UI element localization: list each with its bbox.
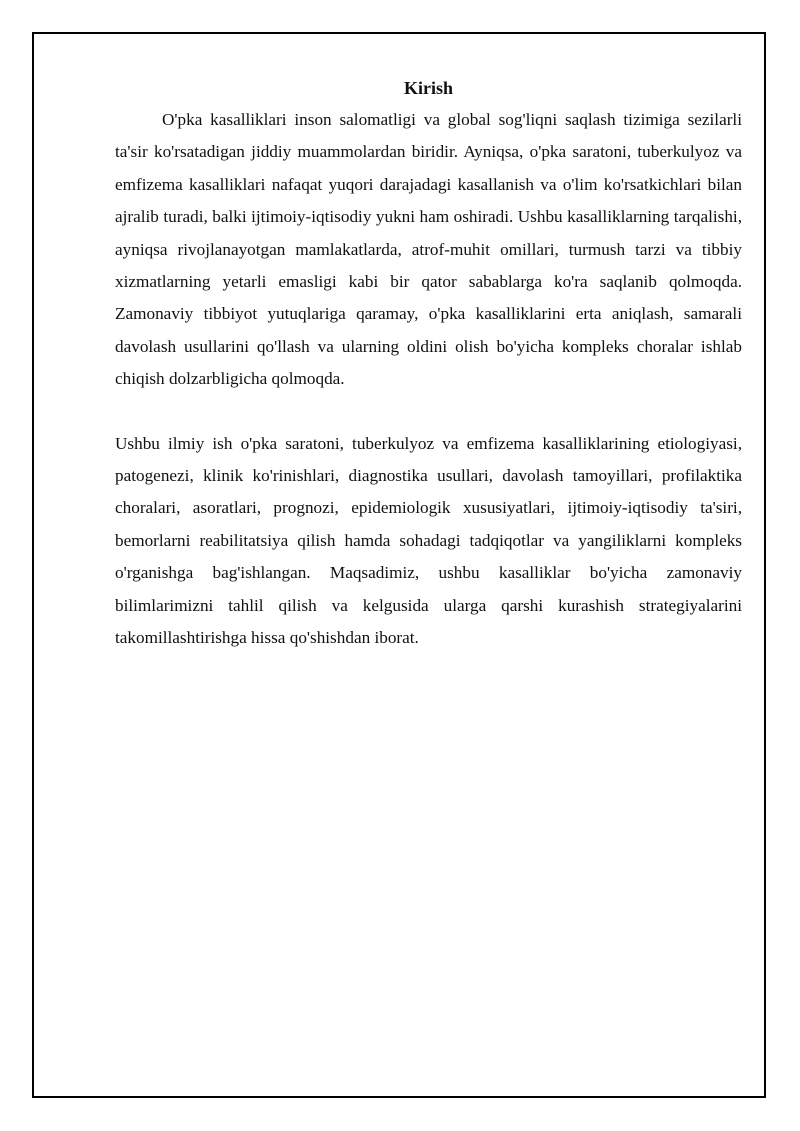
paragraph-spacer — [115, 396, 742, 428]
document-body — [115, 72, 742, 655]
intro-paragraph-2: Ushbu ilmiy ish o'pka saratoni, tuberkulyoz va emfizema kasalliklarining etiologiyasi, patogenezi, klinik ko'rinishlari, diagnostika usullari, davolash tamoyillari, profilaktika choralari, asoratlari, prognozi, epidemiologik xususiyatlari, ijtimoiy-iqtisodiy ta'siri, bemorlarni reabilitatsiya qilish hamda sohadagi tadqiqotlar va yangiliklarni kompleks o'rganishga bag'ishlangan. Maqsadimiz, ushbu kasalliklar bo'yicha zamonaviy bilimlarimizni tahlil qilish va kelgusida ularga qarshi kurashish strategiyalarini takomillashtirishga hissa qo'shishdan iborat. — [115, 433, 742, 648]
document-title: Kirish — [403, 78, 453, 98]
intro-paragraph-1: O'pka kasalliklari inson salomatligi va global sog'liqni saqlash tizimiga sezilarli ta'sir ko'rsatadigan jiddiy muammolardan biridir. Ayniqsa, o'pka saratoni, tuberkulyoz va emfizema kasalliklari nafaqat yuqori darajadagi kasallanish va o'lim ko'rsatkichlari bilan ajralib turadi, balki ijtimoiy-iqtisodiy yukni ham oshiradi. Ushbu kasalliklarning tarqalishi, ayniqsa rivojlanayotgan mamlakatlarda, atrof-muhit omillari, turmush tarzi va tibbiy xizmatlarning yetarli emasligi kabi bir qator sabablarga ko'ra saqlanib qolmoqda. Zamonaviy tibbiyot yutuqlariga qaramay, o'pka kasalliklarini erta aniqlash, samarali davolash usullarini qo'llash va ularning oldini olish bo'yicha kompleks choralar ishlab chiqish dolzarbligicha qolmoqda. — [115, 110, 742, 389]
